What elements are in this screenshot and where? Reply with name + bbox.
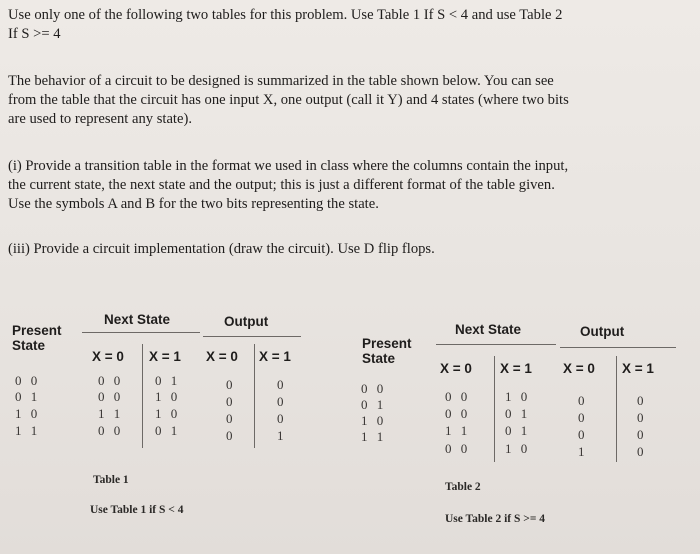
table-caption: Table 1: [93, 474, 129, 486]
present-state-cell: 0 0: [361, 381, 387, 396]
output-x0-cell: 0: [578, 393, 585, 408]
output-x1-cell: 0: [637, 410, 644, 425]
next-state-header: Next State: [104, 312, 171, 327]
output-x0-cell: 0: [578, 427, 585, 442]
next-state-x0-cell: 1 1: [98, 406, 124, 421]
next-state-x1-cell: 0 1: [505, 423, 531, 438]
text-line: are used to represent any state).: [8, 111, 192, 127]
table-note: Use Table 1 if S < 4: [90, 504, 184, 516]
present-state-cell: 0 0: [15, 373, 41, 388]
output-x1-cell: 0: [277, 411, 284, 426]
output-x1-cell: 0: [637, 393, 644, 408]
x0-label: X = 0: [92, 349, 124, 364]
output-x1-cell: 0: [277, 394, 284, 409]
present-state-cell: 1 1: [361, 429, 387, 444]
x1-label: X = 1: [259, 349, 291, 364]
next-state-x0-cell: 0 0: [98, 389, 124, 404]
next-state-x1-cell: 0 1: [155, 373, 181, 388]
output-x1-cell: 0: [637, 427, 644, 442]
output-x1-cell: 0: [277, 377, 284, 392]
text-line: the current state, the next state and the output; this is just a different format of the table given.: [8, 177, 555, 193]
output-header: Output: [224, 314, 269, 329]
output-x0-cell: 0: [226, 411, 233, 426]
output-x0-cell: 0: [226, 394, 233, 409]
text-line: Use the symbols A and B for the two bits representing the state.: [8, 196, 379, 212]
x1-label: X = 1: [149, 349, 181, 364]
next-state-x1-cell: 0 1: [505, 406, 531, 421]
output-x0-cell: 0: [226, 377, 233, 392]
output-x1-cell: 1: [277, 428, 284, 443]
present-state-header: Present State: [12, 323, 62, 353]
present-state-cell: 1 1: [15, 423, 41, 438]
next-state-x1-cell: 1 0: [155, 389, 181, 404]
output-x1-cell: 0: [637, 444, 644, 459]
text-line: Use only one of the following two tables for this problem. Use Table 1 If S < 4 and use Table 2: [8, 7, 563, 23]
header-rule: [560, 347, 676, 348]
header-rule: [436, 344, 556, 345]
present-state-cell: 0 1: [361, 397, 387, 412]
next-state-x1-cell: 1 0: [155, 406, 181, 421]
next-state-x0-cell: 0 0: [445, 441, 471, 456]
output-header: Output: [580, 324, 625, 339]
text-line: (iii) Provide a circuit implementation (draw the circuit). Use D flip flops.: [8, 241, 435, 257]
next-state-x0-cell: 0 0: [98, 373, 124, 388]
next-state-x1-cell: 0 1: [155, 423, 181, 438]
x1-label: X = 1: [622, 361, 654, 376]
next-state-x0-cell: 1 1: [445, 423, 471, 438]
next-state-x0-cell: 0 0: [445, 406, 471, 421]
output-x0-cell: 0: [226, 428, 233, 443]
x0-label: X = 0: [440, 361, 472, 376]
present-state-cell: 0 1: [15, 389, 41, 404]
next-state-x0-cell: 0 0: [445, 389, 471, 404]
present-state-header: Present State: [362, 336, 412, 366]
table-note: Use Table 2 if S >= 4: [445, 513, 546, 525]
table-caption: Table 2: [445, 481, 481, 493]
text-line: from the table that the circuit has one input X, one output (call it Y) and 4 states (where two bits: [8, 92, 569, 108]
x1-label: X = 1: [500, 361, 532, 376]
text-line: (i) Provide a transition table in the format we used in class where the columns contain the input,: [8, 158, 569, 174]
output-x0-cell: 0: [578, 410, 585, 425]
present-state-cell: 1 0: [361, 413, 387, 428]
column-divider: [494, 356, 495, 462]
next-state-header: Next State: [455, 322, 522, 337]
x0-label: X = 0: [563, 361, 595, 376]
next-state-x0-cell: 0 0: [98, 423, 124, 438]
next-state-x1-cell: 1 0: [505, 389, 531, 404]
output-x0-cell: 1: [578, 444, 585, 459]
column-divider: [616, 356, 617, 462]
text-line: If S >= 4: [8, 26, 61, 42]
next-state-x1-cell: 1 0: [505, 441, 531, 456]
present-state-cell: 1 0: [15, 406, 41, 421]
text-line: The behavior of a circuit to be designed is summarized in the table shown below. You can see: [8, 73, 554, 89]
x0-label: X = 0: [206, 349, 238, 364]
